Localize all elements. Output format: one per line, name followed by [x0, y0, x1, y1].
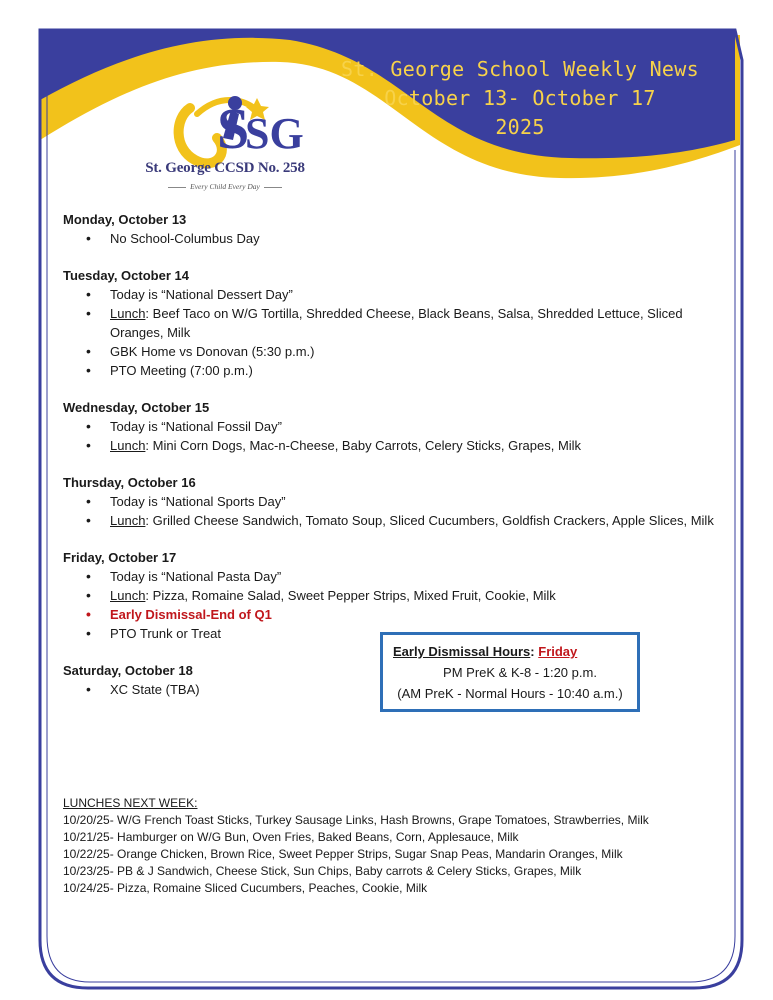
- dismissal-day: Friday: [538, 644, 578, 659]
- lunch-label: Lunch: [110, 438, 146, 453]
- list-item: • PTO Meeting (7:00 p.m.): [63, 361, 723, 380]
- lunch-line: 10/22/25- Orange Chicken, Brown Rice, Sweet Pepper Strips, Sugar Snap Peas, Mandarin Oranges, Milk: [63, 847, 623, 861]
- day-heading: Thursday, October 16: [63, 475, 196, 490]
- list-item: • Today is “National Dessert Day”: [63, 285, 723, 304]
- list-item: • GBK Home vs Donovan (5:30 p.m.): [63, 342, 723, 361]
- lunch-menu: : Beef Taco on W/G Tortilla, Shredded Cheese, Black Beans, Salsa, Shredded Lettuce, Sliced Oranges, Milk: [110, 306, 683, 340]
- dismissal-am-hours: (AM PreK - Normal Hours - 10:40 a.m.): [397, 686, 623, 701]
- day-tuesday: [63, 266, 723, 380]
- early-dismissal-box: [380, 632, 640, 712]
- list-item: [63, 304, 723, 342]
- title-line-1: St. George School Weekly News: [341, 57, 699, 81]
- lunch-menu: : Grilled Cheese Sandwich, Tomato Soup, Sliced Cucumbers, Goldfish Crackers, Apple Slices, Milk: [145, 513, 714, 528]
- list-item: • Today is “National Fossil Day”: [63, 417, 723, 436]
- lunch-menu: : Mini Corn Dogs, Mac-n-Cheese, Baby Carrots, Celery Sticks, Grapes, Milk: [145, 438, 582, 453]
- lunch-line: 10/20/25- W/G French Toast Sticks, Turkey Sausage Links, Hash Browns, Grape Tomatoes, Strawberries, Milk: [63, 813, 649, 827]
- dismissal-box-heading: [383, 641, 637, 662]
- lunch-line: 10/24/25- Pizza, Romaine Sliced Cucumbers, Peaches, Cookie, Milk: [63, 881, 428, 895]
- day-items: [63, 285, 723, 380]
- day-items: [63, 492, 723, 530]
- lunch-label: Lunch: [110, 306, 146, 321]
- early-dismissal-item: • Early Dismissal-End of Q1: [63, 605, 723, 624]
- list-item: [63, 511, 723, 530]
- lunch-label: Lunch: [110, 513, 146, 528]
- day-thursday: [63, 473, 723, 530]
- day-heading: Saturday, October 18: [63, 663, 193, 678]
- day-friday: [63, 548, 723, 643]
- district-name: St. George CCSD No. 258: [145, 160, 305, 176]
- lunch-label: Lunch: [110, 588, 146, 603]
- title-line-3: 2025: [495, 115, 545, 139]
- dismissal-pm-hours: PM PreK & K-8 - 1:20 p.m.: [443, 665, 597, 680]
- day-items: [63, 417, 723, 455]
- day-heading: Tuesday, October 14: [63, 268, 189, 283]
- svg-text:S: S: [217, 96, 250, 161]
- list-item: [63, 436, 723, 455]
- day-heading: Friday, October 17: [63, 550, 177, 565]
- list-item: [63, 586, 723, 605]
- title-line-2: October 13- October 17: [384, 86, 656, 110]
- list-item: • No School-Columbus Day: [63, 229, 723, 248]
- list-item: • XC State (TBA): [63, 680, 723, 699]
- day-heading: Monday, October 13: [63, 212, 187, 227]
- day-wednesday: [63, 398, 723, 455]
- lunches-heading: LUNCHES NEXT WEEK:: [63, 796, 198, 810]
- list-item: • PTO Trunk or Treat: [63, 624, 723, 643]
- lunch-menu: : Pizza, Romaine Salad, Sweet Pepper Strips, Mixed Fruit, Cookie, Milk: [145, 588, 556, 603]
- day-monday: [63, 210, 723, 248]
- list-item: • Today is “National Sports Day”: [63, 492, 723, 511]
- day-heading: Wednesday, October 15: [63, 400, 210, 415]
- list-item: • Today is “National Pasta Day”: [63, 567, 723, 586]
- school-logo-icon: [135, 68, 325, 198]
- lunch-line: 10/23/25- PB & J Sandwich, Cheese Stick, Sun Chips, Baby carrots & Celery Sticks, Grapes, Milk: [63, 864, 582, 878]
- dismissal-label: Early Dismissal Hours: [393, 644, 531, 659]
- logo-letters: SG: [245, 109, 304, 158]
- dismissal-colon: :: [530, 644, 539, 659]
- district-tagline: Every Child Every Day: [150, 182, 300, 191]
- lunches-next-week: [63, 795, 743, 897]
- newsletter-title: [330, 55, 710, 142]
- lunch-line: 10/21/25- Hamburger on W/G Bun, Oven Fries, Baked Beans, Corn, Applesauce, Milk: [63, 830, 519, 844]
- day-items: [63, 229, 723, 248]
